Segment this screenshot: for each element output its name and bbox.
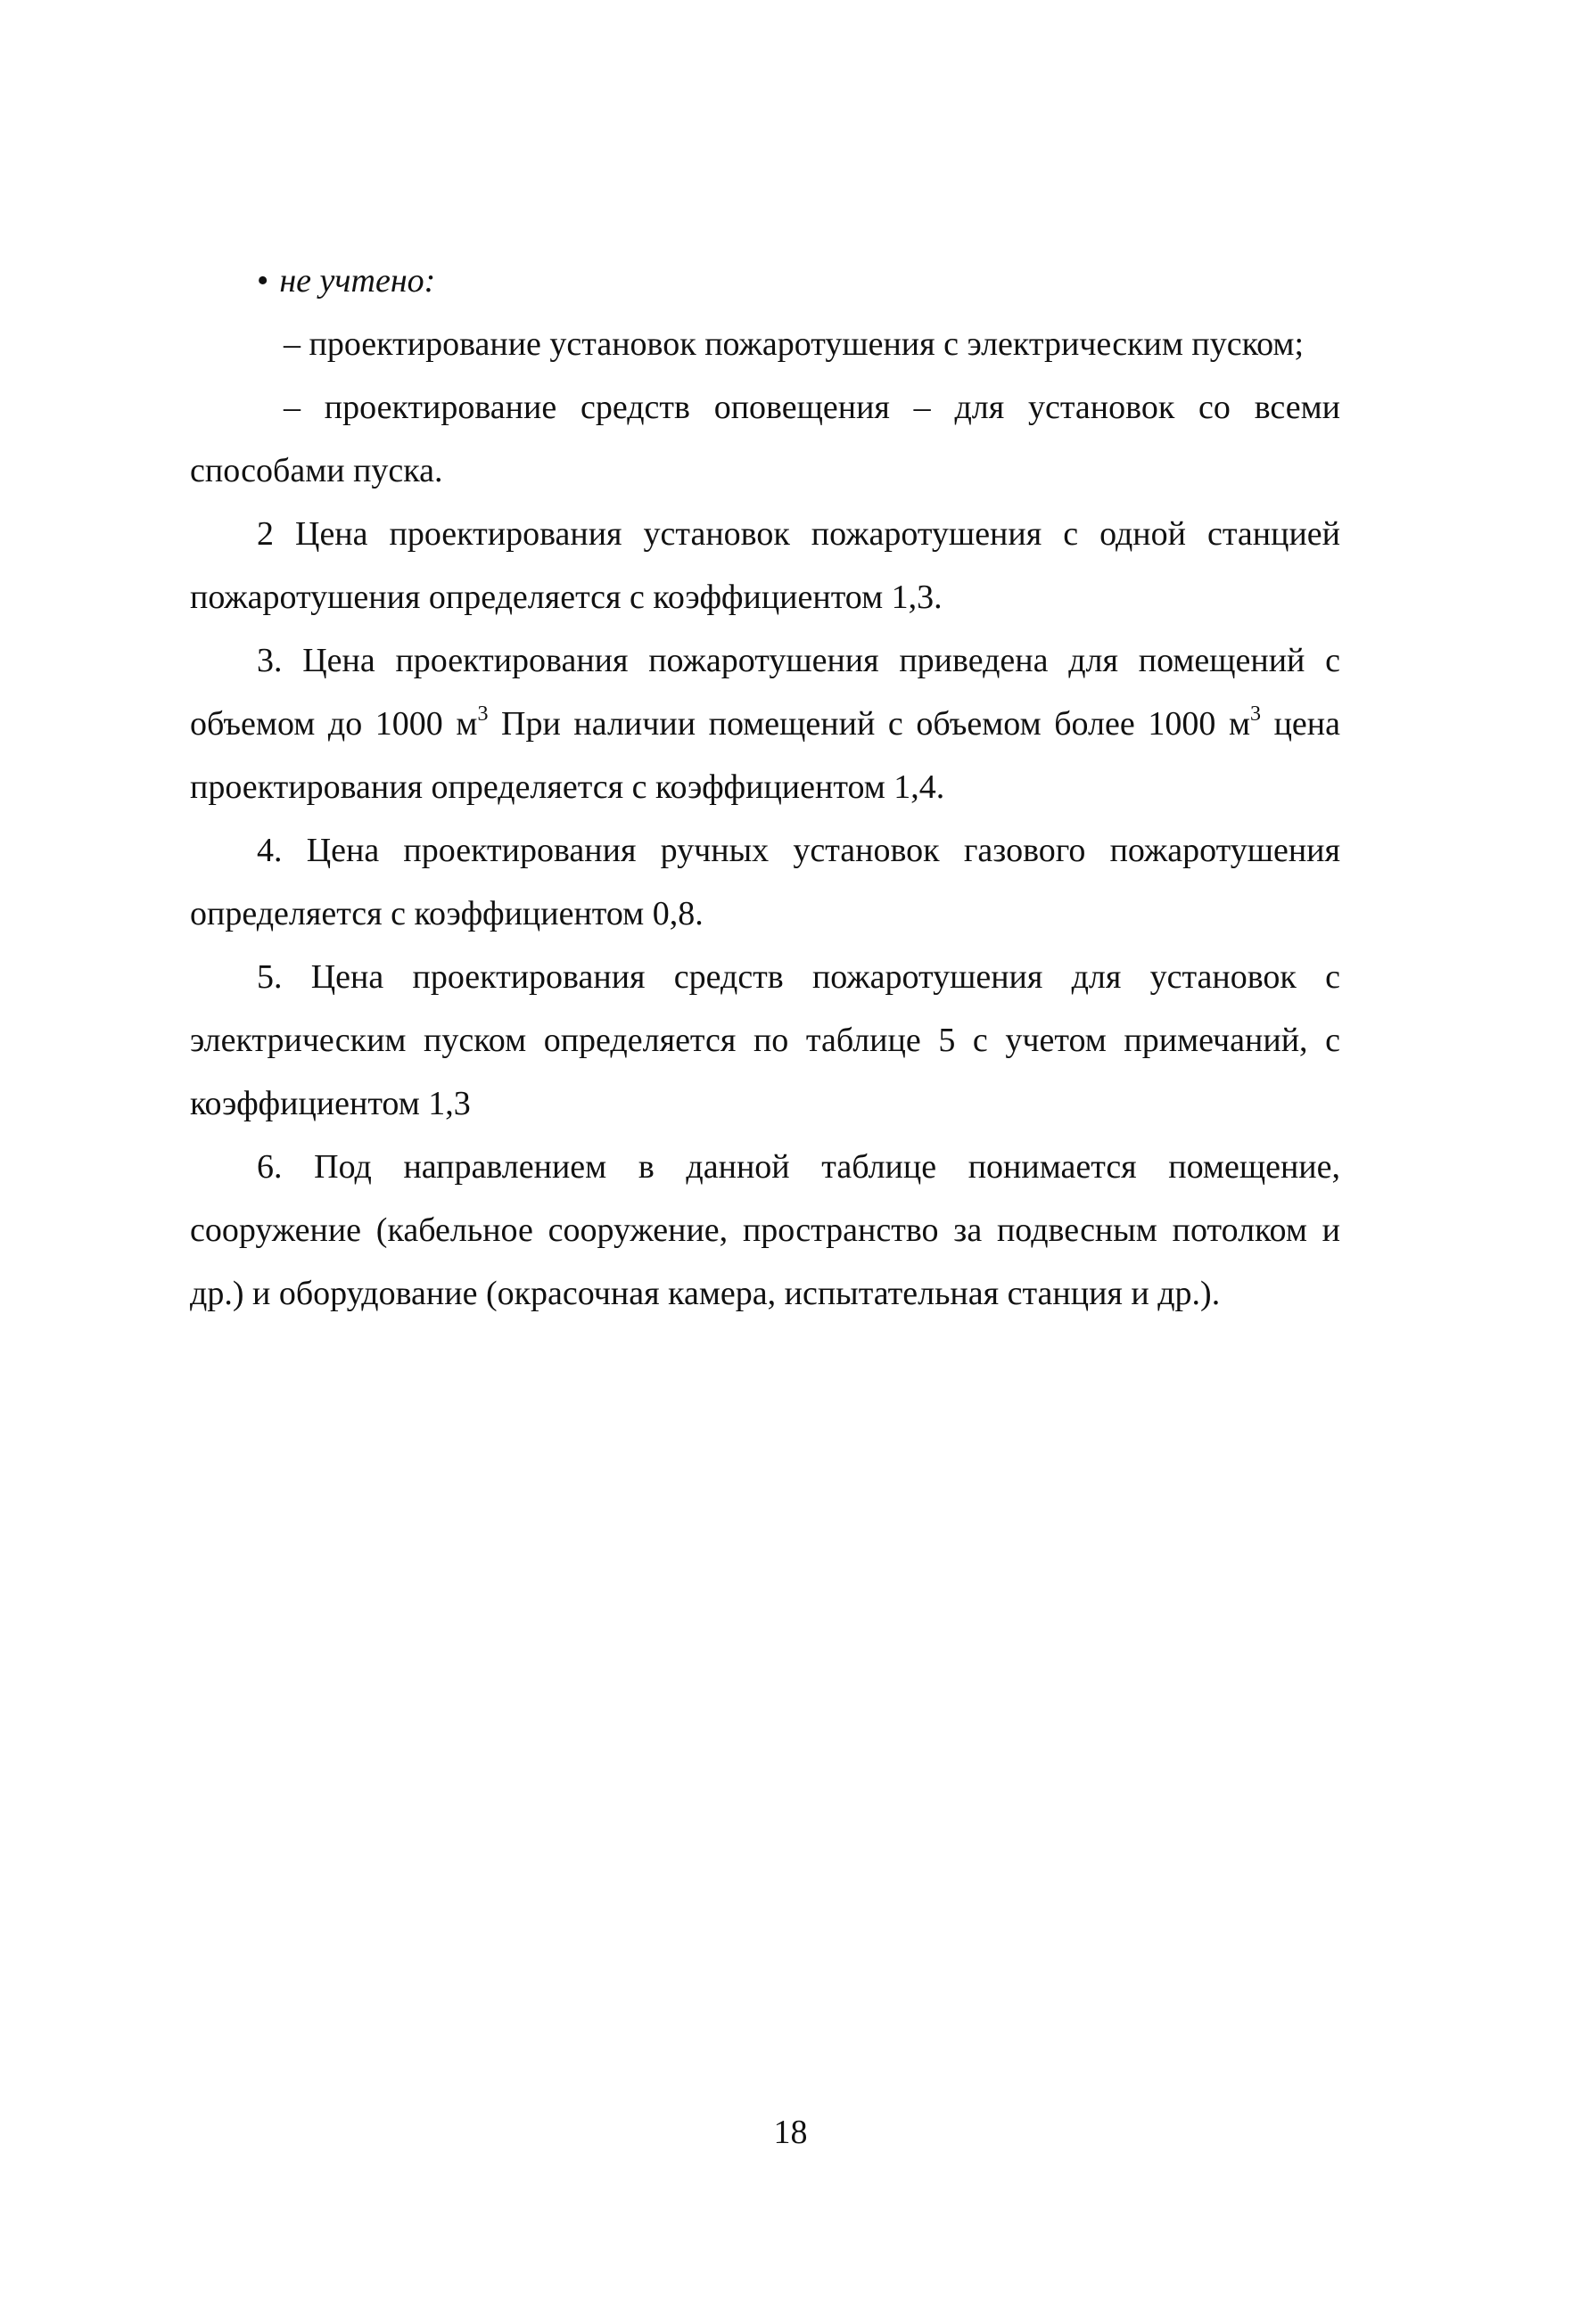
excluded-item-alert-means: – проектирование средств оповещения – для установок со всеми способами пуска. xyxy=(190,389,1340,489)
excluded-item-electric-start: – проектирование установок пожаротушения с электрическим пуском; xyxy=(284,325,1305,363)
page-number: 18 xyxy=(773,2114,808,2151)
note-heading xyxy=(257,250,1340,313)
paragraph-3-part1: 3. Цена проектирования пожаротушения приведена для помещений с объемом до 1000 м xyxy=(190,642,1340,743)
note-heading-text: не учтено: xyxy=(279,262,436,300)
paragraph-3-part3: цена проектирования определяется с коэффициентом 1,4. xyxy=(190,705,1341,806)
bullet-icon: • xyxy=(257,262,269,300)
paragraph-5: 5. Цена проектирования средств пожаротушения для установок с электрическим пуском определяется по таблице 5 с учетом примечаний, с коэффициентом 1,3 xyxy=(190,958,1340,1122)
paragraph-3 xyxy=(190,629,1340,819)
paragraph-3-part2: При наличии помещений с объемом более 1000 м xyxy=(488,705,1250,743)
paragraph-2: 2 Цена проектирования установок пожаротушения с одной станцией пожаротушения определяется с коэффициентом 1,3. xyxy=(190,515,1340,616)
paragraph-4: 4. Цена проектирования ручных установок газового пожаротушения определяется с коэффициентом 0,8. xyxy=(190,832,1340,932)
paragraph-6: 6. Под направлением в данной таблице понимается помещение, сооружение (кабельное сооружение, пространство за подвесным потолком и др.) и оборудование (окрасочная камера, испытательная станция и др.). xyxy=(190,1148,1340,1312)
superscript-cubed: 3 xyxy=(477,702,489,726)
notes-text-block xyxy=(190,250,1340,1326)
superscript-cubed: 3 xyxy=(1250,702,1261,726)
